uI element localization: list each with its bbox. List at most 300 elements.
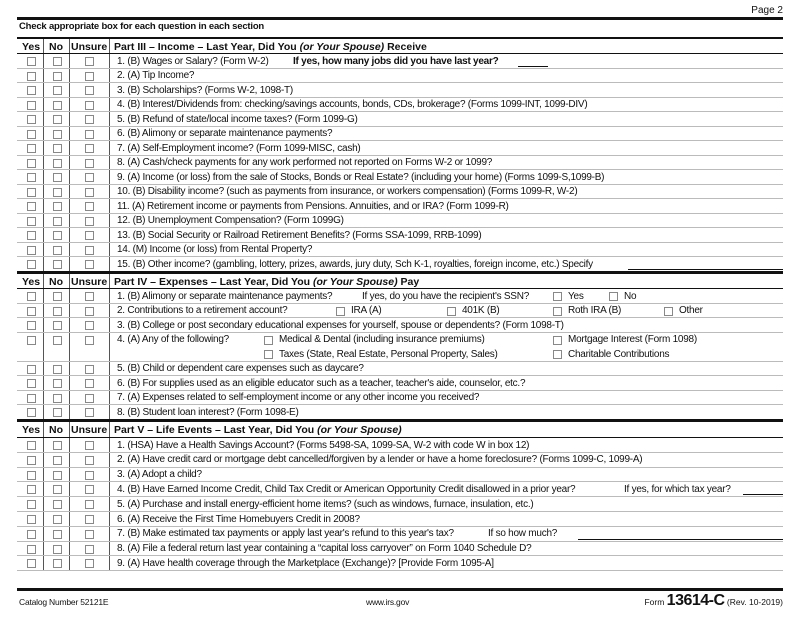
checkbox-unsure[interactable] — [85, 57, 94, 66]
checkbox-no[interactable] — [53, 485, 62, 494]
followup-text: If so how much? — [488, 528, 558, 540]
question-text: 4. (B) Have Earned Income Credit, Child Tax Credit or American Opportunity Credit disallowed in a prior year? — [117, 483, 576, 495]
checkbox-yes[interactable] — [27, 292, 36, 301]
checkbox-no[interactable] — [53, 500, 62, 509]
checkbox-yes[interactable] — [27, 57, 36, 66]
column-divider — [69, 289, 70, 303]
checkbox-yes[interactable] — [27, 500, 36, 509]
checkbox-yes[interactable] — [27, 115, 36, 124]
checkbox-no[interactable] — [53, 471, 62, 480]
checkbox-unsure[interactable] — [85, 173, 94, 182]
column-divider — [69, 170, 70, 184]
checkbox-no[interactable] — [53, 379, 62, 388]
option-label: IRA (A) — [351, 305, 382, 317]
checkbox-no[interactable] — [53, 57, 62, 66]
column-header-no: No — [49, 276, 63, 288]
checkbox-no[interactable] — [53, 441, 62, 450]
question-row — [17, 556, 783, 571]
column-divider — [69, 69, 70, 83]
column-divider — [43, 199, 44, 213]
form-id — [644, 592, 783, 610]
column-divider — [43, 391, 44, 405]
question-row — [17, 527, 783, 542]
checkbox-no[interactable] — [53, 159, 62, 168]
column-divider — [43, 512, 44, 526]
column-divider — [109, 243, 110, 257]
option-label: Mortgage Interest (Form 1098) — [568, 334, 697, 346]
followup-text: If yes, do you have the recipient's SSN? — [362, 290, 530, 302]
column-divider — [69, 257, 70, 271]
checkbox-yes[interactable] — [27, 188, 36, 197]
column-divider — [109, 185, 110, 199]
checkbox-no[interactable] — [53, 202, 62, 211]
question-row — [17, 98, 783, 113]
checkbox-unsure[interactable] — [85, 130, 94, 139]
question-text: 2. (A) Tip Income? — [117, 70, 195, 82]
option-checkbox[interactable] — [609, 292, 618, 301]
checkbox-unsure[interactable] — [85, 336, 94, 345]
column-header-no: No — [49, 41, 63, 53]
checkbox-unsure[interactable] — [85, 485, 94, 494]
question-text: 4. (A) Any of the following? — [117, 334, 229, 346]
column-divider — [69, 376, 70, 390]
column-divider — [43, 453, 44, 467]
column-divider — [109, 170, 110, 184]
answer-line[interactable] — [578, 539, 783, 540]
column-divider — [109, 542, 110, 556]
answer-line[interactable] — [518, 66, 548, 67]
option-checkbox[interactable] — [336, 307, 345, 316]
question-row — [17, 438, 783, 453]
column-divider — [69, 39, 70, 53]
column-divider — [69, 422, 70, 437]
column-divider — [109, 405, 110, 419]
question-row — [17, 376, 783, 391]
title-suffix: Receive — [384, 41, 427, 53]
checkbox-no[interactable] — [53, 530, 62, 539]
option-label: Other — [679, 305, 703, 317]
checkbox-unsure[interactable] — [85, 307, 94, 316]
checkbox-unsure[interactable] — [85, 530, 94, 539]
checkbox-unsure[interactable] — [85, 365, 94, 374]
option-checkbox[interactable] — [553, 336, 562, 345]
checkbox-yes[interactable] — [27, 101, 36, 110]
checkbox-yes[interactable] — [27, 545, 36, 554]
checkbox-no[interactable] — [53, 394, 62, 403]
column-divider — [69, 98, 70, 112]
option-label: Charitable Contributions — [568, 348, 670, 360]
column-divider — [109, 468, 110, 482]
question-row — [17, 257, 783, 272]
column-divider — [109, 112, 110, 126]
column-divider — [43, 405, 44, 419]
checkbox-unsure[interactable] — [85, 545, 94, 554]
checkbox-no[interactable] — [53, 545, 62, 554]
question-row — [17, 156, 783, 171]
column-divider — [69, 333, 70, 361]
checkbox-yes[interactable] — [27, 485, 36, 494]
checkbox-yes[interactable] — [27, 471, 36, 480]
checkbox-no[interactable] — [53, 130, 62, 139]
option-label: Medical & Dental (including insurance premiums) — [279, 334, 485, 346]
column-divider — [109, 391, 110, 405]
column-divider — [43, 98, 44, 112]
followup-text: If yes, for which tax year? — [624, 483, 731, 495]
column-divider — [69, 453, 70, 467]
column-divider — [109, 376, 110, 390]
question-text: 1. (B) Alimony or separate maintenance payments? — [117, 290, 333, 302]
checkbox-yes[interactable] — [27, 456, 36, 465]
question-text: 1. (B) Wages or Salary? (Form W-2) — [117, 55, 269, 67]
column-divider — [43, 274, 44, 288]
column-divider — [69, 199, 70, 213]
question-text: 12. (B) Unemployment Compensation? (Form 1099G) — [117, 215, 344, 227]
checkbox-yes[interactable] — [27, 379, 36, 388]
column-divider — [109, 453, 110, 467]
section-header — [17, 420, 783, 438]
title-italic: (or Your Spouse) — [313, 276, 398, 288]
option-checkbox[interactable] — [264, 350, 273, 359]
column-divider — [69, 438, 70, 452]
question-row — [17, 228, 783, 243]
checkbox-no[interactable] — [53, 217, 62, 226]
bottom-rule — [17, 588, 783, 591]
checkbox-unsure[interactable] — [85, 246, 94, 255]
checkbox-yes[interactable] — [27, 408, 36, 417]
section-title — [114, 276, 419, 288]
question-row — [17, 185, 783, 200]
column-divider — [43, 127, 44, 141]
column-divider — [43, 257, 44, 271]
option-checkbox[interactable] — [553, 350, 562, 359]
question-row — [17, 542, 783, 557]
section-title — [114, 424, 402, 436]
column-divider — [43, 289, 44, 303]
checkbox-yes[interactable] — [27, 202, 36, 211]
question-text: 7. (A) Self-Employment income? (Form 1099-MISC, cash) — [117, 142, 361, 154]
checkbox-no[interactable] — [53, 307, 62, 316]
title-italic: (or Your Spouse) — [299, 41, 385, 53]
column-divider — [109, 482, 110, 496]
column-divider — [69, 542, 70, 556]
column-divider — [109, 527, 110, 541]
checkbox-yes[interactable] — [27, 515, 36, 524]
column-header-yes: Yes — [22, 276, 41, 288]
column-divider — [43, 542, 44, 556]
checkbox-unsure[interactable] — [85, 321, 94, 330]
checkbox-no[interactable] — [53, 115, 62, 124]
column-divider — [109, 304, 110, 318]
checkbox-yes[interactable] — [27, 173, 36, 182]
checkbox-unsure[interactable] — [85, 471, 94, 480]
column-header-unsure: Unsure — [71, 424, 108, 436]
question-text: 6. (B) For supplies used as an eligible educator such as a teacher, teacher's aide, counselor, etc.? — [117, 377, 526, 389]
option-label: Yes — [568, 290, 584, 302]
question-text: 8. (B) Student loan interest? (Form 1098-E) — [117, 406, 299, 418]
column-divider — [43, 141, 44, 155]
column-divider — [43, 69, 44, 83]
catalog-number: Catalog Number 52121E — [19, 597, 109, 607]
checkbox-unsure[interactable] — [85, 231, 94, 240]
question-row — [17, 54, 783, 69]
question-row — [17, 318, 783, 333]
checkbox-no[interactable] — [53, 515, 62, 524]
checkbox-no[interactable] — [53, 231, 62, 240]
question-row — [17, 482, 783, 497]
question-row — [17, 141, 783, 156]
option-checkbox[interactable] — [553, 292, 562, 301]
question-row — [17, 468, 783, 483]
question-row — [17, 405, 783, 420]
checkbox-no[interactable] — [53, 260, 62, 269]
checkbox-unsure[interactable] — [85, 72, 94, 81]
question-row — [17, 170, 783, 185]
checkbox-unsure[interactable] — [85, 515, 94, 524]
checkbox-unsure[interactable] — [85, 86, 94, 95]
checkbox-unsure[interactable] — [85, 559, 94, 568]
column-divider — [43, 39, 44, 53]
option-checkbox[interactable] — [264, 336, 273, 345]
checkbox-no[interactable] — [53, 86, 62, 95]
title-text: Part III – Income – Last Year, Did You — [114, 41, 300, 53]
column-divider — [43, 112, 44, 126]
checkbox-yes[interactable] — [27, 231, 36, 240]
question-text: 3. (B) College or post secondary educational expenses for yourself, spouse or dependents? (Form 1098-T) — [117, 319, 564, 331]
column-divider — [43, 497, 44, 511]
checkbox-no[interactable] — [53, 365, 62, 374]
column-divider — [69, 556, 70, 570]
question-text: 6. (B) Alimony or separate maintenance payments? — [117, 128, 333, 140]
column-divider — [43, 54, 44, 68]
checkbox-no[interactable] — [53, 559, 62, 568]
answer-line[interactable] — [743, 494, 783, 495]
column-divider — [69, 185, 70, 199]
section-header — [17, 272, 783, 289]
question-row — [17, 127, 783, 142]
checkbox-unsure[interactable] — [85, 408, 94, 417]
question-row — [17, 243, 783, 258]
question-text: 5. (B) Child or dependent care expenses such as daycare? — [117, 363, 364, 375]
checkbox-unsure[interactable] — [85, 144, 94, 153]
checkbox-yes[interactable] — [27, 307, 36, 316]
checkbox-yes[interactable] — [27, 321, 36, 330]
column-divider — [69, 362, 70, 376]
column-divider — [69, 468, 70, 482]
checkbox-unsure[interactable] — [85, 101, 94, 110]
checkbox-yes[interactable] — [27, 336, 36, 345]
instructions: Check appropriate box for each question in each section — [19, 21, 265, 32]
checkbox-yes[interactable] — [27, 260, 36, 269]
column-divider — [69, 274, 70, 288]
column-divider — [69, 482, 70, 496]
checkbox-unsure[interactable] — [85, 441, 94, 450]
checkbox-unsure[interactable] — [85, 394, 94, 403]
checkbox-unsure[interactable] — [85, 379, 94, 388]
column-divider — [69, 54, 70, 68]
website: www.irs.gov — [366, 597, 410, 607]
column-divider — [69, 228, 70, 242]
checkbox-no[interactable] — [53, 336, 62, 345]
column-divider — [69, 512, 70, 526]
title-suffix: Pay — [397, 276, 420, 288]
checkbox-unsure[interactable] — [85, 500, 94, 509]
checkbox-no[interactable] — [53, 173, 62, 182]
question-text: 8. (A) File a federal return last year containing a “capital loss carryover” on Form 1040 Schedule D? — [117, 543, 532, 555]
checkbox-unsure[interactable] — [85, 188, 94, 197]
question-text: 3. (B) Scholarships? (Forms W-2, 1098-T) — [117, 84, 293, 96]
checkbox-no[interactable] — [53, 188, 62, 197]
column-divider — [43, 362, 44, 376]
column-divider — [69, 83, 70, 97]
checkbox-unsure[interactable] — [85, 260, 94, 269]
question-text: 2. (A) Have credit card or mortgage debt cancelled/forgiven by a lender or have a home foreclosure? (Forms 1099-C, 1099-A) — [117, 454, 643, 466]
section-header — [17, 37, 783, 54]
column-divider — [69, 497, 70, 511]
column-divider — [43, 468, 44, 482]
page-label: Page 2 — [751, 5, 783, 16]
column-divider — [69, 391, 70, 405]
column-divider — [43, 482, 44, 496]
column-divider — [109, 422, 110, 437]
question-text: 4. (B) Interest/Dividends from: checking/savings accounts, bonds, CDs, brokerage? (Forms 1099-INT, 1099-DIV) — [117, 99, 588, 111]
option-checkbox[interactable] — [447, 307, 456, 316]
checkbox-yes[interactable] — [27, 217, 36, 226]
column-divider — [69, 243, 70, 257]
column-divider — [43, 556, 44, 570]
checkbox-yes[interactable] — [27, 72, 36, 81]
answer-line[interactable] — [628, 269, 783, 270]
checkbox-unsure[interactable] — [85, 159, 94, 168]
column-header-no: No — [49, 424, 63, 436]
question-row — [17, 69, 783, 84]
checkbox-yes[interactable] — [27, 144, 36, 153]
question-text: 15. (B) Other income? (gambling, lottery, prizes, awards, jury duty, Sch K-1, royalties, foreign income, etc.) Specify — [117, 258, 593, 270]
column-header-unsure: Unsure — [71, 41, 108, 53]
question-text: 5. (B) Refund of state/local income taxes? (Form 1099-G) — [117, 113, 358, 125]
checkbox-yes[interactable] — [27, 394, 36, 403]
checkbox-yes[interactable] — [27, 530, 36, 539]
question-row — [17, 289, 783, 304]
column-divider — [109, 257, 110, 271]
question-row — [17, 214, 783, 229]
column-divider — [69, 318, 70, 332]
question-text: 6. (A) Receive the First Time Homebuyers Credit in 2008? — [117, 513, 360, 525]
checkbox-yes[interactable] — [27, 441, 36, 450]
question-row — [17, 83, 783, 98]
question-text: 2. Contributions to a retirement account? — [117, 305, 288, 317]
question-row — [17, 497, 783, 512]
column-divider — [109, 497, 110, 511]
column-divider — [109, 318, 110, 332]
column-divider — [69, 156, 70, 170]
column-header-yes: Yes — [22, 424, 41, 436]
column-divider — [69, 405, 70, 419]
column-divider — [109, 362, 110, 376]
title-text: Part IV – Expenses – Last Year, Did You — [114, 276, 314, 288]
column-header-yes: Yes — [22, 41, 41, 53]
question-row — [17, 199, 783, 214]
column-divider — [69, 304, 70, 318]
column-divider — [43, 527, 44, 541]
checkbox-yes[interactable] — [27, 159, 36, 168]
question-text: 7. (B) Make estimated tax payments or apply last year's refund to this year's tax? — [117, 528, 454, 540]
top-rule — [17, 17, 783, 20]
column-divider — [43, 422, 44, 437]
checkbox-unsure[interactable] — [85, 456, 94, 465]
question-text: 3. (A) Adopt a child? — [117, 469, 202, 481]
checkbox-unsure[interactable] — [85, 217, 94, 226]
checkbox-no[interactable] — [53, 292, 62, 301]
checkbox-unsure[interactable] — [85, 292, 94, 301]
question-text: 11. (A) Retirement income or payments from Pensions. Annuities, and or IRA? (Form 1099-R) — [117, 200, 509, 212]
column-divider — [109, 83, 110, 97]
section-title — [114, 41, 427, 53]
form-number: 13614-C — [666, 592, 725, 609]
column-divider — [43, 304, 44, 318]
column-divider — [109, 512, 110, 526]
option-checkbox[interactable] — [553, 307, 562, 316]
question-text: 8. (A) Cash/check payments for any work performed not reported on Forms W-2 or 1099? — [117, 157, 493, 169]
checkbox-yes[interactable] — [27, 559, 36, 568]
column-divider — [43, 228, 44, 242]
checkbox-no[interactable] — [53, 72, 62, 81]
column-divider — [69, 127, 70, 141]
option-checkbox[interactable] — [664, 307, 673, 316]
question-text: 10. (B) Disability income? (such as payments from insurance, or workers compensation) (Forms 1099-R, W-2) — [117, 186, 578, 198]
column-divider — [69, 112, 70, 126]
option-label: No — [624, 290, 637, 302]
column-divider — [109, 228, 110, 242]
checkbox-yes[interactable] — [27, 365, 36, 374]
column-divider — [109, 69, 110, 83]
checkbox-unsure[interactable] — [85, 115, 94, 124]
checkbox-yes[interactable] — [27, 86, 36, 95]
checkbox-no[interactable] — [53, 101, 62, 110]
checkbox-no[interactable] — [53, 246, 62, 255]
column-divider — [109, 333, 110, 361]
checkbox-no[interactable] — [53, 144, 62, 153]
column-divider — [43, 243, 44, 257]
option-label: 401K (B) — [462, 305, 500, 317]
column-divider — [43, 156, 44, 170]
checkbox-yes[interactable] — [27, 246, 36, 255]
form-prefix: Form — [644, 597, 665, 607]
column-divider — [109, 289, 110, 303]
question-text: 7. (A) Expenses related to self-employment income or any other income you received? — [117, 392, 480, 404]
checkbox-no[interactable] — [53, 456, 62, 465]
column-divider — [43, 83, 44, 97]
question-text: 9. (A) Income (or loss) from the sale of Stocks, Bonds or Real Estate? (including your home) (Forms 1099-S,1099-B) — [117, 171, 605, 183]
form-revision: (Rev. 10-2019) — [726, 597, 783, 607]
column-divider — [43, 318, 44, 332]
checkbox-yes[interactable] — [27, 130, 36, 139]
option-label: Roth IRA (B) — [568, 305, 622, 317]
column-divider — [109, 54, 110, 68]
question-text: 9. (A) Have health coverage through the Marketplace (Exchange)? [Provide Form 1095-A] — [117, 557, 494, 569]
question-row — [17, 391, 783, 406]
column-divider — [109, 127, 110, 141]
question-row — [17, 333, 783, 362]
option-label: Taxes (State, Real Estate, Personal Property, Sales) — [279, 348, 498, 360]
column-divider — [109, 274, 110, 288]
column-divider — [109, 39, 110, 53]
question-row — [17, 304, 783, 319]
column-divider — [43, 185, 44, 199]
checkbox-no[interactable] — [53, 408, 62, 417]
column-divider — [109, 438, 110, 452]
checkbox-unsure[interactable] — [85, 202, 94, 211]
checkbox-no[interactable] — [53, 321, 62, 330]
